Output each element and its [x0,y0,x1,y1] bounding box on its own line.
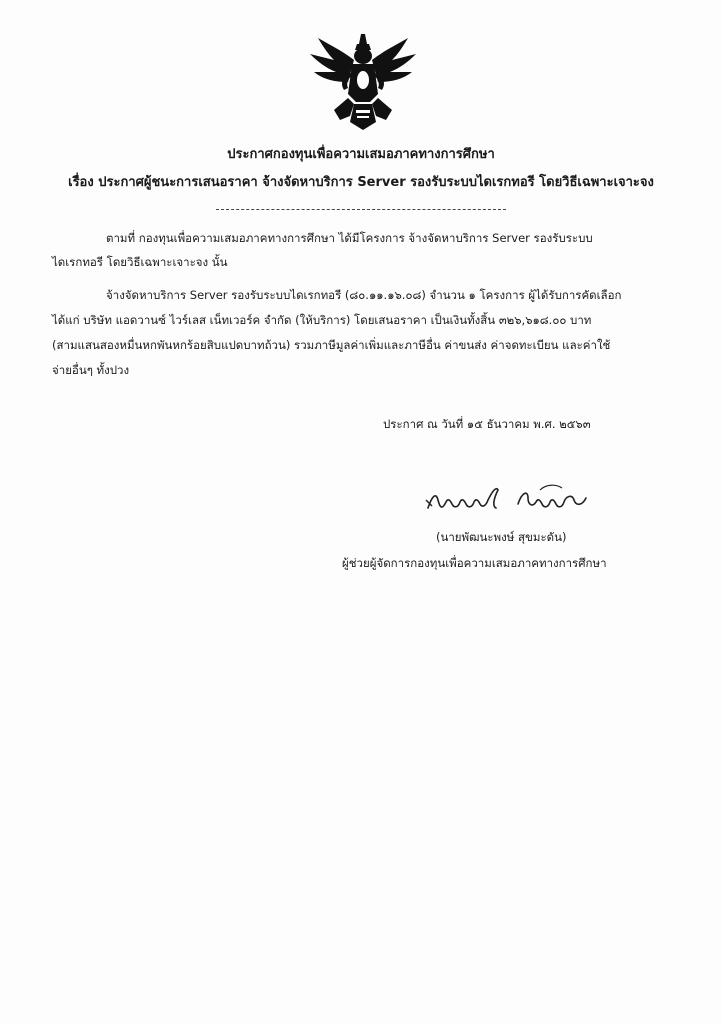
paragraph-1-line-2: ไดเรกทอรี โดยวิธีเฉพาะเจาะจง นั้น [52,255,228,269]
handwritten-signature-icon [422,478,592,518]
paragraph-2-line-4: จ่ายอื่นๆ ทั้งปวง [52,363,130,377]
org-title: ประกาศกองทุนเพื่อความเสมอภาคทางการศึกษา [227,147,495,162]
garuda-emblem-icon [304,32,422,132]
paragraph-2-line-3: (สามแสนสองหมื่นหกพันหกร้อยสิบแปดบาทถ้วน) รวมภาษีมูลค่าเพิ่มและภาษีอื่น ค่าขนส่ง ค่าจดทะเบียน และค่าใช้ [52,338,611,352]
divider [216,209,506,210]
signatory-name: (นายพัฒนะพงษ์ สุขมะดัน) [436,530,567,544]
announcement-subject: เรื่อง ประกาศผู้ชนะการเสนอราคา จ้างจัดหาบริการ Server รองรับระบบไดเรกทอรี โดยวิธีเฉพาะเจาะจง [68,175,654,190]
paragraph-1-line-1: ตามที่ กองทุนเพื่อความเสมอภาคทางการศึกษา ได้มีโครงการ จ้างจัดหาบริการ Server รองรับระบบ [106,231,593,245]
signatory-position: ผู้ช่วยผู้จัดการกองทุนเพื่อความเสมอภาคทางการศึกษา [342,556,607,570]
paragraph-2-line-2: ได้แก่ บริษัท แอดวานซ์ ไวร์เลส เน็ทเวอร์ค จำกัด (ให้บริการ) โดยเสนอราคา เป็นเงินทั้งสิ้น ๓๒๖,๖๑๘.๐๐ บาท [52,313,592,327]
paragraph-2-line-1: จ้างจัดหาบริการ Server รองรับระบบไดเรกทอรี (๘๐.๑๑.๑๖.๐๘) จำนวน ๑ โครงการ ผู้ได้รับการคัดเลือก [106,288,622,302]
announcement-date: ประกาศ ณ วันที่ ๑๕ ธันวาคม พ.ศ. ๒๕๖๓ [383,417,591,431]
